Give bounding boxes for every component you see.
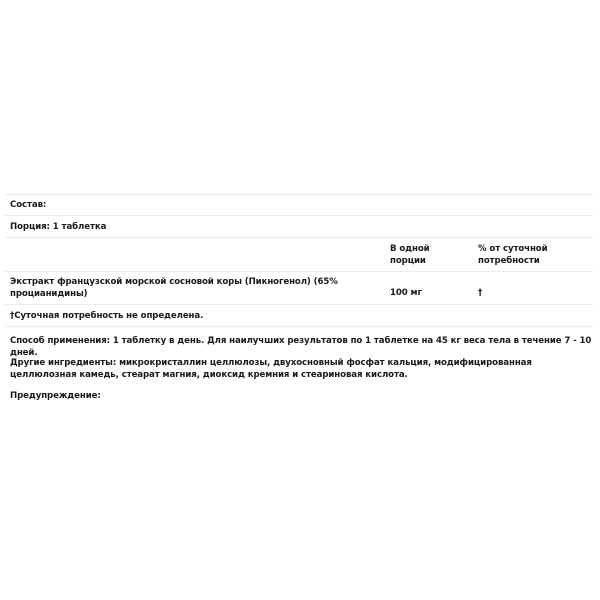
table-title-row bbox=[5, 195, 593, 216]
table-header-row bbox=[5, 238, 593, 272]
ingredient-amount: 100 мг bbox=[390, 288, 422, 298]
footnote: †Суточная потребность не определена. bbox=[5, 305, 593, 327]
table-row bbox=[5, 272, 593, 305]
supplement-facts-table-container bbox=[5, 194, 593, 327]
header-amount: В одной порции bbox=[385, 238, 473, 272]
ingredient-name: Экстракт французской морской сосновой коры (Пикногенол) (65% процианидины) bbox=[5, 272, 385, 305]
warning-text: Предупреждение: bbox=[10, 391, 101, 401]
serving-size-row bbox=[5, 216, 593, 238]
other-ingredients-text: Другие ингредиенты: микрокристаллин целлюлозы, двухосновный фосфат кальция, модифицированная целлюлозная камедь, стеарат магния, диоксид кремния и стеариновая кислота. bbox=[10, 358, 532, 380]
ingredient-daily-value-cell bbox=[473, 272, 593, 305]
ingredient-amount-cell bbox=[385, 272, 473, 305]
serving-size: Порция: 1 таблетка bbox=[5, 216, 593, 238]
ingredient-daily-value: † bbox=[478, 288, 483, 298]
table-title: Состав: bbox=[5, 195, 593, 216]
usage-text: Способ применения: 1 таблетку в день. Для наилучших результатов по 1 таблетке на 45 кг веса тела в течение 7 - 10 дней. bbox=[10, 336, 592, 358]
supplement-facts-table bbox=[5, 194, 593, 327]
header-daily-value: % от суточной потребности bbox=[473, 238, 593, 272]
header-name-empty bbox=[5, 238, 385, 272]
footnote-row bbox=[5, 305, 593, 327]
